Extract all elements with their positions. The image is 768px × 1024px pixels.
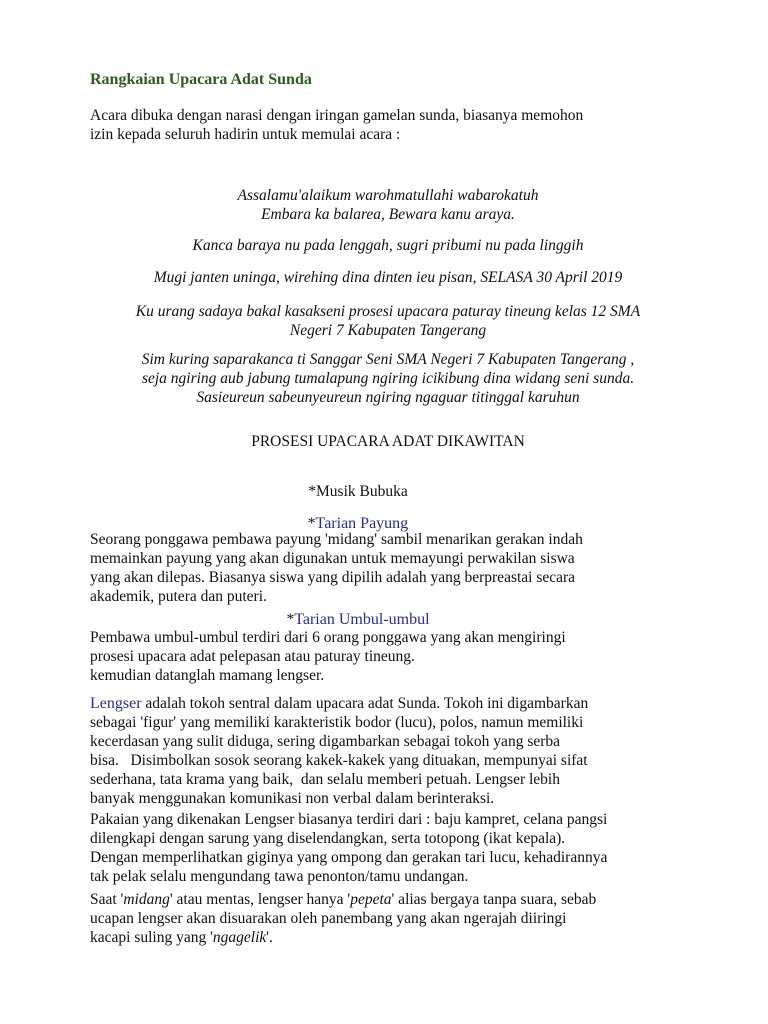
text-line — [90, 928, 710, 947]
text-line: yang akan dilepas. Biasanya siswa yang dipilih adalah yang berpreastai secara — [90, 569, 576, 586]
text-line: banyak menggunakan komunikasi non verbal dalam berinteraksi. — [90, 790, 495, 807]
opening-verse-2 — [90, 236, 686, 255]
verse-line: Ku urang sadaya bakal kasakseni prosesi upacara paturay tineung kelas 12 SMA — [135, 303, 641, 320]
tarian-payung-paragraph — [90, 530, 710, 606]
text-line: prosesi upacara adat pelepasan atau paturay tineung. — [90, 648, 415, 665]
text-fragment: ' atau mentas, lengser hanya ' — [169, 891, 351, 908]
lengser-term: Lengser — [90, 695, 142, 712]
document-title: Rangkaian Upacara Adat Sunda — [90, 71, 312, 88]
text-line: Seorang ponggawa pembawa payung 'midang' sambil menarikan gerakan indah — [90, 531, 583, 548]
opening-verse-3 — [90, 268, 686, 287]
text-line: kecerdasan yang sulit diduga, sering digambarkan sebagai tokoh yang serba — [90, 733, 561, 750]
text-line: ucapan lengser akan disuarakan oleh panembang yang akan ngerajah diiringi — [90, 910, 567, 927]
text-line: sebagai 'figur' yang memiliki karakteristik bodor (lucu), polos, namun memiliki — [90, 714, 584, 731]
text-fragment: '. — [266, 929, 273, 946]
section-heading: PROSESI UPACARA ADAT DIKAWITAN — [251, 433, 525, 450]
tarian-umbul-title: Tarian Umbul-umbul — [294, 611, 430, 628]
text-line: bisa. Disimbolkan sosok seorang kakek-kakek yang dituakan, mempunyai sifat — [90, 752, 588, 769]
text-line: kemudian datanglah mamang lengser. — [90, 667, 325, 684]
opening-verse-5 — [90, 350, 686, 407]
text-line: sederhana, tata krama yang baik, dan selalu memberi petuah. Lengser lebih — [90, 771, 560, 788]
tarian-payung-title: Tarian Payung — [315, 515, 409, 532]
text-line: Dengan memperlihatkan giginya yang ompong dan gerakan tari lucu, kehadirannya — [90, 849, 608, 866]
tarian-umbul-paragraph — [90, 628, 710, 685]
verse-line: Embara ka balarea, Bewara kanu araya. — [261, 206, 515, 223]
verse-line: Sasieureun sabeunyeureun ngiring ngaguar titinggal karuhun — [196, 389, 580, 406]
bullet-mark: * — [307, 515, 316, 532]
text-fragment: ' alias bergaya tanpa suara, sebab — [391, 891, 597, 908]
text-fragment: Saat ' — [90, 891, 124, 908]
text-line — [90, 694, 710, 713]
bullet-mark: * — [286, 611, 295, 628]
text-line: memainkan payung yang akan digunakan untuk memayungi perwakilan siswa — [90, 550, 575, 567]
text-fragment: adalah tokoh sentral dalam upacara adat Sunda. Tokoh ini digambarkan — [141, 695, 589, 712]
opening-verse-4 — [90, 302, 686, 340]
verse-line: Negeri 7 Kabupaten Tangerang — [289, 322, 487, 339]
tarian-umbul-heading — [90, 610, 626, 629]
text-line: akademik, putera dan puteri. — [90, 588, 267, 605]
lengser-paragraph — [90, 694, 710, 808]
text-line: izin kepada seluruh hadirin untuk memulai acara : — [90, 126, 401, 143]
text-line: dilengkapi dengan sarung yang diselendangkan, serta totopong (ikat kepala). — [90, 830, 566, 847]
verse-line: Mugi janten uninga, wirehing dina dinten ieu pisan, SELASA 30 April 2019 — [153, 269, 623, 286]
musik-bubuka-label: *Musik Bubuka — [308, 483, 408, 500]
text-fragment: kacapi suling yang ' — [90, 929, 213, 946]
verse-line: Sim kuring saparakanca ti Sanggar Seni SMA Negeri 7 Kabupaten Tangerang , — [141, 351, 635, 368]
emphasis-midang: midang — [123, 891, 170, 908]
opening-verse-1 — [90, 186, 686, 224]
emphasis-pepeta: pepeta — [350, 891, 392, 908]
intro-paragraph — [90, 106, 710, 144]
saat-paragraph — [90, 890, 710, 947]
verse-line: Assalamu'alaikum warohmatullahi wabarokatuh — [237, 187, 539, 204]
pakaian-paragraph — [90, 810, 710, 886]
emphasis-ngagelik: ngagelik — [212, 929, 267, 946]
text-line: Pakaian yang dikenakan Lengser biasanya terdiri dari : baju kampret, celana pangsi — [90, 811, 608, 828]
text-line: tak pelak selalu mengundang tawa penonton/tamu undangan. — [90, 868, 469, 885]
verse-line: seja ngiring aub jabung tumalapung ngiring icikibung dina widang seni sunda. — [141, 370, 635, 387]
verse-line: Kanca baraya nu pada lenggah, sugri pribumi nu pada linggih — [192, 237, 584, 254]
text-line: Pembawa umbul-umbul terdiri dari 6 orang ponggawa yang akan mengiringi — [90, 629, 566, 646]
text-line — [90, 890, 710, 909]
text-line: Acara dibuka dengan narasi dengan iringan gamelan sunda, biasanya memohon — [90, 107, 584, 124]
